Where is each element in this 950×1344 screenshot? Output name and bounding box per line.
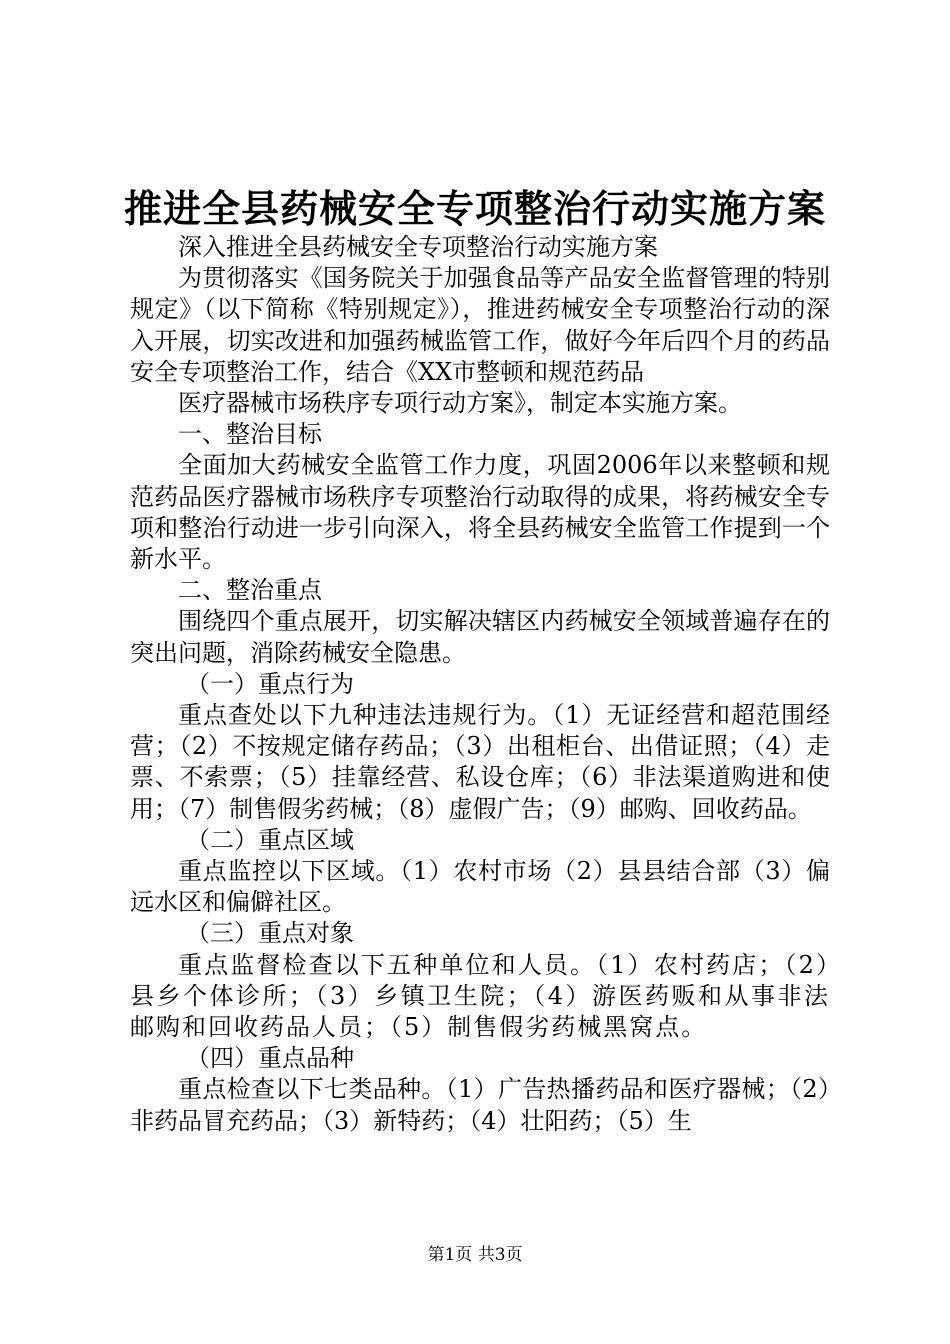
paragraph-focus-behavior: 重点查处以下九种违法违规行为。（1）无证经营和超范围经营；（2）不按规定储存药品；（3）出租柜台、出借证照；（4）走票、不索票；（5）挂靠经营、私设仓库；（6）非法渠道购进和使用；（7）制售假劣药械；（8）虚假广告；（9）邮购、回收药品。 [130,701,830,823]
paragraph-focus: 围绕四个重点展开，切实解决辖区内药械安全领域普遍存在的突出问题，消除药械安全隐患。 [130,607,830,667]
paragraph-goal: 全面加大药械安全监管工作力度，巩固2006年以来整顿和规范药品医疗器械市场秩序专项整治行动取得的成果，将药械安全专项和整治行动进一步引向深入，将全县药械安全监管工作提到一个新水平。 [130,451,830,574]
heading-focus-target: （三）重点对象 [186,919,354,948]
heading-goal: 一、整治目标 [178,420,322,449]
page-number-footer: 第1页 共3页 [427,1245,523,1265]
heading-focus-behavior: （一）重点行为 [186,669,354,698]
heading-focus-variety: （四）重点品种 [186,1044,354,1073]
paragraph-intro: 为贯彻落实《国务院关于加强食品等产品安全监督管理的特别规定》（以下简称《特别规定》），推进药械安全专项整治行动的深入开展，切实改进和加强药械监管工作，做好今年后四个月的药品安全专项整治工作，结合《XX市整顿和规范药品 [130,264,830,386]
heading-focus-area: （二）重点区域 [186,825,354,854]
paragraph-focus-target: 重点监督检查以下五种单位和人员。（1）农村药店；（2）县乡个体诊所；（3）乡镇卫生院；（4）游医药贩和从事非法邮购和回收药品人员；（5）制售假劣药械黑窝点。 [130,950,830,1042]
document-title: 推进全县药械安全专项整治行动实施方案 [123,186,826,231]
paragraph-intro-continued: 医疗器械市场秩序专项行动方案》，制定本实施方案。 [178,389,742,418]
document-body [130,232,830,1137]
paragraph-subtitle: 深入推进全县药械安全专项整治行动实施方案 [178,233,658,261]
paragraph-focus-area: 重点监控以下区域。（1）农村市场（2）县县结合部（3）偏远水区和偏僻社区。 [130,857,830,917]
paragraph-focus-variety: 重点检查以下七类品种。（1）广告热播药品和医疗器械；（2）非药品冒充药品；（3）新特药；（4）壮阳药；（5）生 [130,1075,830,1135]
heading-focus: 二、整治重点 [178,576,322,605]
